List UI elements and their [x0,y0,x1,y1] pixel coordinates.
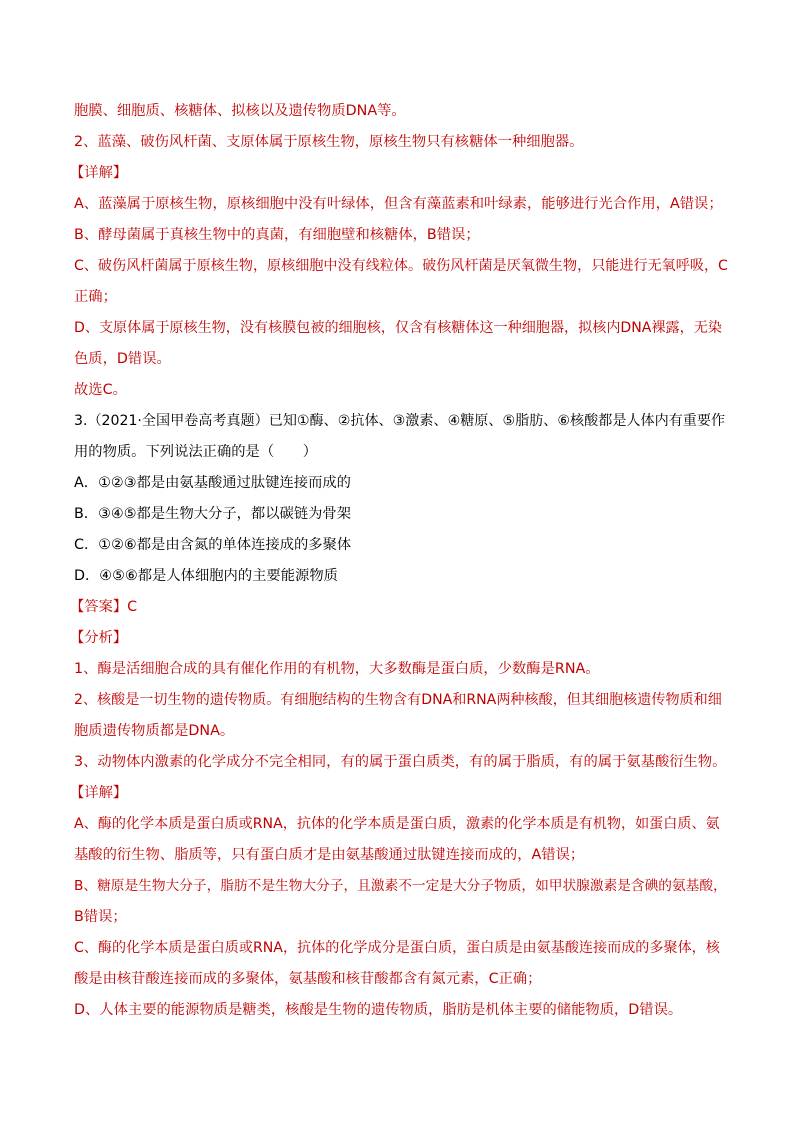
detail-heading-1: 【详解】 [70,165,128,181]
detail2-option-b-line-2: B错误； [74,909,127,925]
analysis-point-3: 3、动物体内激素的化学成分不完全相同，有的属于蛋白质类，有的属于脂质，有的属于氨基酸衍生物。 [74,754,727,770]
detail1-conclusion: 故选C。 [74,382,127,398]
detail2-option-a-line-2: 基酸的衍生物、脂质等，只有蛋白质才是由氨基酸通过肽键连接而成的，A错误； [74,847,585,863]
detail1-option-a: A、蓝藻属于原核生物，原核细胞中没有叶绿体，但含有藻蓝素和叶绿素，能够进行光合作用，A错误； [74,196,723,212]
question-option-c: C．①②⑥都是由含氮的单体连接成的多聚体 [74,537,352,553]
intro-line-1: 胞膜、细胞质、核糖体、拟核以及遗传物质DNA等。 [74,103,406,119]
analysis-point-2-line-2: 胞质遗传物质都是DNA。 [74,723,235,739]
detail1-option-d-line-2: 色质，D错误。 [74,351,171,367]
question-option-b: B．③④⑤都是生物大分子，都以碳链为骨架 [74,506,352,522]
analysis-point-2-line-1: 2、核酸是一切生物的遗传物质。有细胞结构的生物含有DNA和RNA两种核酸，但其细胞核遗传物质和细 [74,692,722,708]
question-option-d: D．④⑤⑥都是人体细胞内的主要能源物质 [74,568,338,584]
detail-heading-2: 【详解】 [70,785,128,801]
question-option-a: A．①②③都是由氨基酸通过肽键连接而成的 [74,475,351,491]
detail1-option-b: B、酵母菌属于真核生物中的真菌，有细胞壁和核糖体，B错误； [74,227,480,243]
detail2-option-a-line-1: A、酶的化学本质是蛋白质或RNA，抗体的化学本质是蛋白质，激素的化学本质是有机物，如蛋白质、氨 [74,816,720,832]
analysis-heading: 【分析】 [70,630,128,646]
detail1-option-c-line-2: 正确； [74,289,117,305]
detail2-option-d: D、人体主要的能源物质是糖类，核酸是生物的遗传物质，脂肪是机体主要的储能物质，D错误。 [74,1002,683,1018]
detail2-option-c-line-2: 酸是由核苷酸连接而成的多聚体，氨基酸和核苷酸都含有氮元素，C正确； [74,971,542,987]
detail2-option-b-line-1: B、糖原是生物大分子，脂肪不是生物大分子，且激素不一定是大分子物质，如甲状腺激素是含碘的氨基酸， [74,878,727,894]
detail1-option-c-line-1: C、破伤风杆菌属于原核生物，原核细胞中没有线粒体。破伤风杆菌是厌氧微生物，只能进行无氧呼吸，C [74,258,728,274]
analysis-point-1: 1、酶是活细胞合成的具有催化作用的有机物，大多数酶是蛋白质，少数酶是RNA。 [74,661,600,677]
question-stem-line-2: 用的物质。下列说法正确的是（ ） [74,444,318,460]
answer: 【答案】C [70,599,138,615]
detail1-option-d-line-1: D、支原体属于原核生物，没有核膜包被的细胞核，仅含有核糖体这一种细胞器，拟核内DNA裸露，无染 [74,320,722,336]
question-stem-line-1: 3.（2021·全国甲卷高考真题）已知①酶、②抗体、③激素、④糖原、⑤脂肪、⑥核酸都是人体内有重要作 [74,413,726,429]
detail2-option-c-line-1: C、酶的化学本质是蛋白质或RNA，抗体的化学成分是蛋白质，蛋白质是由氨基酸连接而成的多聚体，核 [74,940,720,956]
intro-line-2: 2、蓝藻、破伤风杆菌、支原体属于原核生物，原核生物只有核糖体一种细胞器。 [74,134,584,150]
